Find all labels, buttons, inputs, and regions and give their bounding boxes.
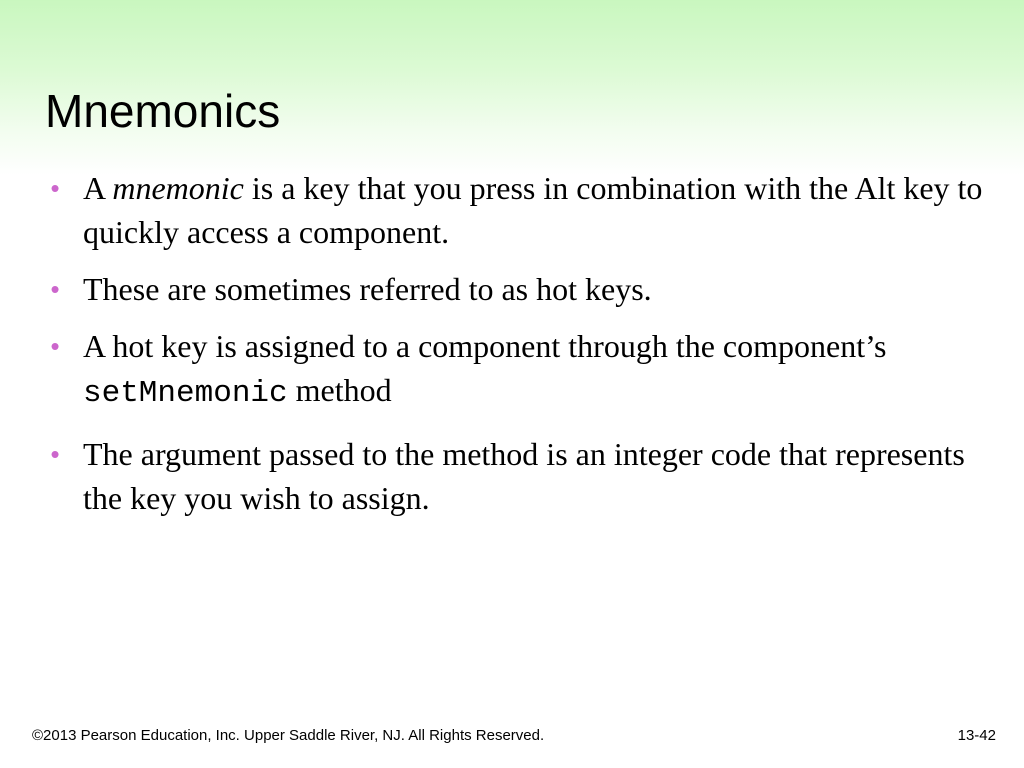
bullet-icon: • [50,274,60,304]
slide-title: Mnemonics [45,85,281,137]
bullet-text-suffix: is a key that you press in combination with the Alt key to quickly access a component. [83,170,983,250]
bullet-item-hot-keys [45,267,995,311]
bullet-text-suffix: method [287,372,392,408]
code-method-name: setMnemonic [83,376,288,411]
bullet-text-prefix: A hot key is assigned to a component through the component’s [83,328,887,364]
bullet-icon: • [50,439,60,469]
bullet-item-argument [45,432,995,520]
bullet-list [45,166,995,533]
bullet-text: The argument passed to the method is an integer code that represents the key you wish to assign. [83,436,965,516]
emphasized-term: mnemonic [112,170,244,206]
bullet-item-set-mnemonic [45,324,995,416]
bullet-icon: • [50,331,60,361]
bullet-text-prefix: A [83,170,113,206]
bullet-icon: • [50,173,60,203]
page-number: 13-42 [957,727,996,744]
bullet-text: These are sometimes referred to as hot keys. [83,271,652,307]
footer-copyright: ©2013 Pearson Education, Inc. Upper Saddle River, NJ. All Rights Reserved. [32,727,545,744]
bullet-item-mnemonic-definition [45,166,995,254]
